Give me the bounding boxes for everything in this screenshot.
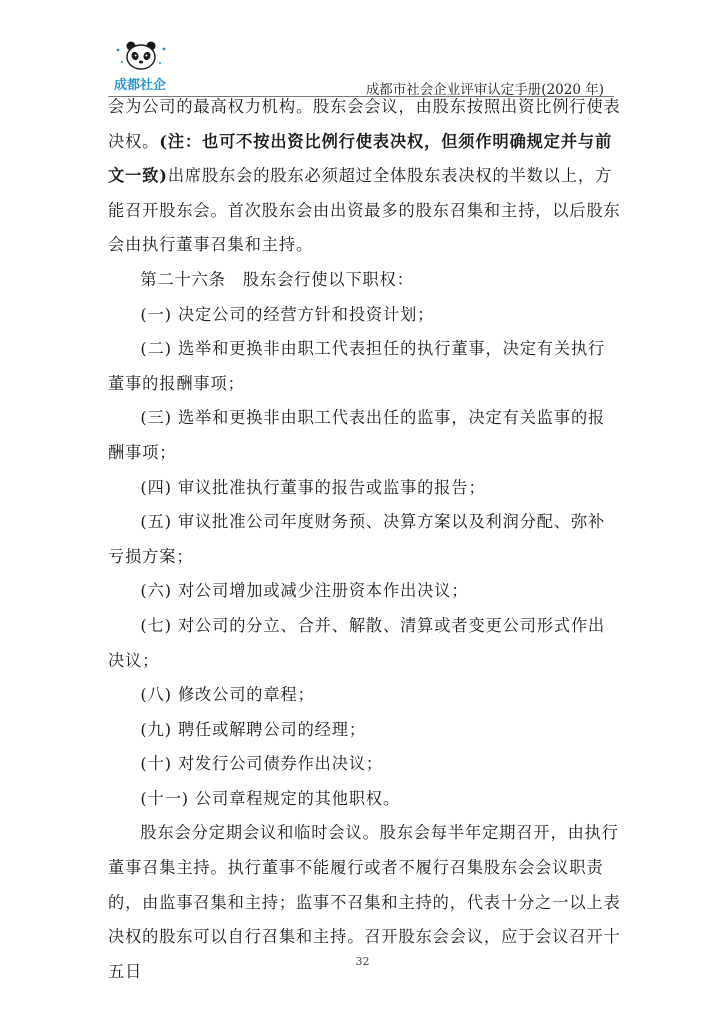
- list-item: (六) 对公司增加或减少注册资本作出决议；: [140, 581, 469, 601]
- running-header-title: 成都市社会企业评审认定手册(2020 年): [365, 82, 604, 98]
- logo-text: 成都社企: [114, 78, 167, 93]
- paragraph-meetings: 股东会分定期会议和临时会议。股东会每半年定期召开，由执行董事召集主持。执行董事不能履行或者不履行召集股东会会议职责的，由监事召集和主持；监事不召集和主持的，代表十分之一以上表决权的股东可以自行召集和主持。召开股东会会议，应于会议召开十五日: [108, 823, 621, 981]
- list-item: (四) 审议批准执行董事的报告或监事的报告；: [140, 477, 486, 497]
- logo: [108, 40, 178, 92]
- paragraph-text: 出席股东会的股东必须超过全体股东表决权的半数以上，方能召开股东会。首次股东会由出资最多的股东召集和主持，以后股东会由执行董事召集和主持。: [108, 166, 621, 255]
- list-item: (九) 聘任或解聘公司的经理；: [140, 719, 366, 739]
- page-header: [108, 40, 614, 96]
- article-heading: 第二十六条 股东会行使以下职权：: [140, 269, 414, 289]
- list-item: (八) 修改公司的章程；: [140, 685, 315, 705]
- list-item: (三) 选举和更换非由职工代表出任的监事，决定有关监事的报酬事项；: [108, 408, 606, 462]
- bold-note: (注：也可不按出资比例行使表决权，但须作明确规定并与前文一致): [108, 131, 613, 186]
- list-item: (二) 选举和更换非由职工代表担任的执行董事，决定有关执行董事的报酬事项；: [108, 339, 606, 393]
- page-number: 32: [355, 955, 370, 968]
- list-item: (五) 审议批准公司年度财务预、决算方案以及利润分配、弥补亏损方案；: [108, 512, 606, 566]
- list-item: (十) 对发行公司债券作出决议；: [140, 754, 384, 774]
- page-body: [108, 90, 622, 989]
- paragraph-shareholders-meeting: [108, 90, 622, 263]
- paragraph-text: 会为公司的最高权力机构。股东会会议，由股东按照出资比例行使表决权。: [108, 97, 621, 151]
- list-item: (十一) 公司章程规定的其他职权。: [140, 788, 401, 808]
- list-item: (七) 对公司的分立、合并、解散、清算或者变更公司形式作出决议；: [108, 615, 606, 670]
- list-item: (一) 决定公司的经营方针和投资计划；: [140, 304, 435, 324]
